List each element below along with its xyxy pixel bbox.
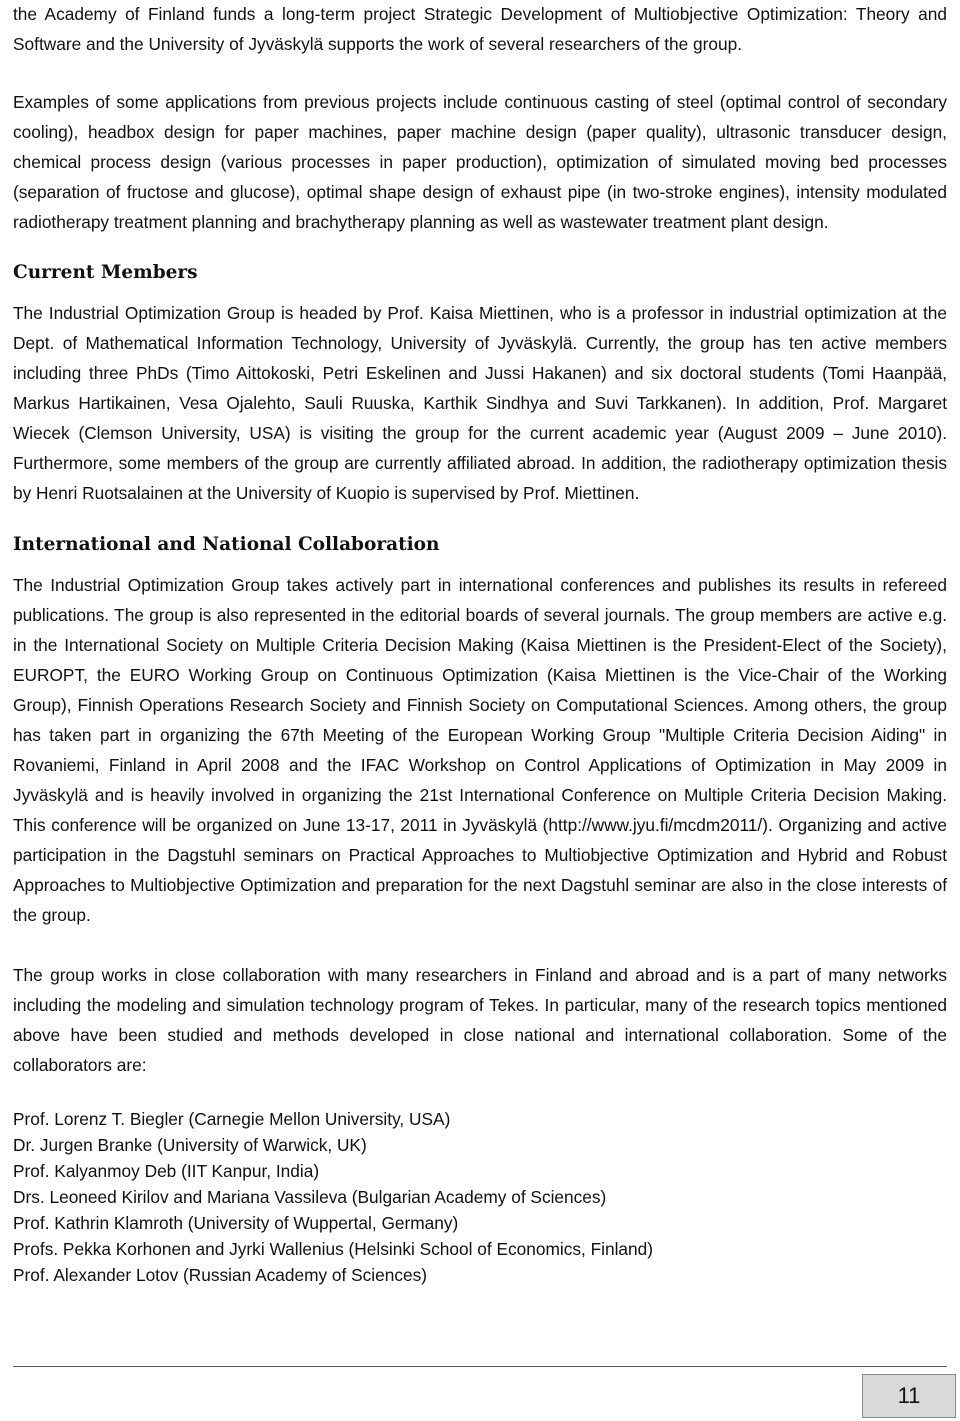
collaborator-item: Prof. Alexander Lotov (Russian Academy of Sciences) [13,1265,427,1285]
collaborator-item: Profs. Pekka Korhonen and Jyrki Wallenius (Helsinki School of Economics, Finland) [13,1239,654,1259]
collaborators-list [13,1106,947,1288]
collaborator-item: Prof. Lorenz T. Biegler (Carnegie Mellon University, USA) [13,1109,451,1129]
footer-divider [13,1366,947,1367]
collaboration-heading: International and National Collaboration [13,534,440,555]
collaborator-item: Prof. Kathrin Klamroth (University of Wuppertal, Germany) [13,1213,459,1233]
page-number: 11 [862,1374,956,1418]
collaborator-item: Drs. Leoneed Kirilov and Mariana Vassileva (Bulgarian Academy of Sciences) [13,1187,607,1207]
collaboration-paragraph: The Industrial Optimization Group takes actively part in international conferences and publishes its results in refereed publications. The group is also represented in the editorial boards of several journals. The group members are active e.g. in the International Society on Multiple Criteria Decision Making (Kaisa Miettinen is the President-Elect of the Society), EUROPT, the EURO Working Group on Continuous Optimization (Kaisa Miettinen is the Vice-Chair of the Working Group), Finnish Operations Research Society and Finnish Society on Computational Sciences. Among others, the group has taken part in organizing the 67th Meeting of the European Working Group "Multiple Criteria Decision Aiding" in Rovaniemi, Finland in April 2008 and the IFAC Workshop on Control Applications of Optimization in May 2009 in Jyväskylä and is heavily involved in organizing the 21st International Conference on Multiple Criteria Decision Making. This conference will be organized on June 13-17, 2011 in Jyväskylä (http://www.jyu.fi/mcdm2011/). Organizing and active participation in the Dagstuhl seminars on Practical Approaches to Multiobjective Optimization and Hybrid and Robust Approaches to Multiobjective Optimization and preparation for the next Dagstuhl seminar are also in the close interests of the group. [13,575,947,925]
document-page [13,0,947,1288]
applications-paragraph: Examples of some applications from previous projects include continuous casting of steel (optimal control of secondary cooling), headbox design for paper machines, paper machine design (paper quality), ultrasonic transducer design, chemical process design (various processes in paper production), optimization of simulated moving bed processes (separation of fructose and glucose), optimal shape design of exhaust pipe (in two-stroke engines), intensity modulated radiotherapy treatment planning and brachytherapy planning as well as wastewater treatment plant design. [13,92,947,232]
collaborator-item: Dr. Jurgen Branke (University of Warwick, UK) [13,1135,367,1155]
current-members-paragraph: The Industrial Optimization Group is headed by Prof. Kaisa Miettinen, who is a professor in industrial optimization at the Dept. of Mathematical Information Technology, University of Jyväskylä. Currently, the group has ten active members including three PhDs (Timo Aittokoski, Petri Eskelinen and Jussi Hakanen) and six doctoral students (Tomi Haanpää, Markus Hartikainen, Vesa Ojalehto, Sauli Ruuska, Karthik Sindhya and Suvi Tarkkanen). In addition, Prof. Margaret Wiecek (Clemson University, USA) is visiting the group for the current academic year (August 2009 – June 2010). Furthermore, some members of the group are currently affiliated abroad. In addition, the radiotherapy optimization thesis by Henri Ruotsalainen at the University of Kuopio is supervised by Prof. Miettinen. [13,303,947,503]
intro-paragraph: the Academy of Finland funds a long-term project Strategic Development of Multiobjective Optimization: Theory and Software and the University of Jyväskylä supports the work of several researchers of the group. [13,4,947,54]
current-members-heading: Current Members [13,262,198,283]
network-paragraph: The group works in close collaboration with many researchers in Finland and abroad and is a part of many networks including the modeling and simulation technology program of Tekes. In particular, many of the research topics mentioned above have been studied and methods developed in close national and international collaboration. Some of the collaborators are: [13,965,947,1075]
collaborator-item: Prof. Kalyanmoy Deb (IIT Kanpur, India) [13,1161,320,1181]
